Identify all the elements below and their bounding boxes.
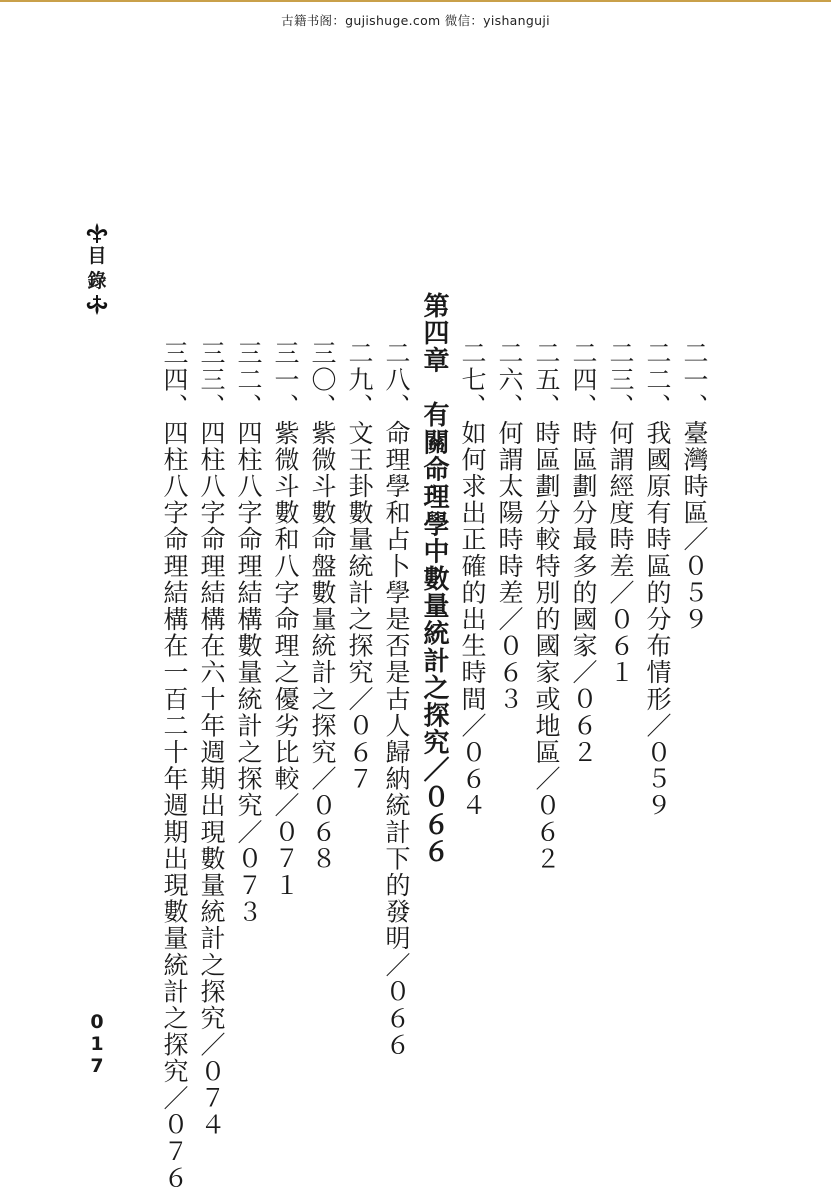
page-number [86,1011,108,1077]
toc-entry-24: 二四、時區劃分最多的國家／０６２ [569,340,598,766]
toc-entry-30: 三〇、紫微斗數命盤數量統計之探究／０６８ [308,340,337,872]
running-head-char-1: 目 [87,245,107,267]
top-border-rule [0,0,831,2]
running-head [84,222,110,316]
toc-entry-22: 二二、我國原有時區的分布情形／０５９ [643,340,672,819]
toc-entry-29: 二九、文王卦數量統計之探究／０６７ [345,340,374,793]
toc-entry-25: 二五、時區劃分較特別的國家或地區／０６２ [532,340,561,872]
watermark-text: 古籍书阁：gujishuge.com 微信：yishanguji [281,13,550,28]
toc-entry-26: 二六、何謂太陽時時差／０６３ [495,340,524,713]
page-number-digit-2: 1 [90,1033,104,1055]
toc-entry-32: 三二、四柱八字命理結構數量統計之探究／０７３ [234,340,263,926]
chapter-heading: 第四章 有關命理學中數量統計之探究／０６６ [419,292,449,866]
toc-entry-33: 三三、四柱八字命理結構在六十年週期出現數量統計之探究／０７４ [197,340,226,1138]
toc-entry-34: 三四、四柱八字命理結構在一百二十年週期出現數量統計之探究／０７６ [160,340,189,1191]
page-number-digit-1: 0 [90,1011,104,1033]
toc-entry-31: 三一、紫微斗數和八字命理之優劣比較／０７１ [271,340,300,899]
toc-entry-28: 二八、命理學和占卜學是否是古人歸納統計下的發明／０６６ [382,340,411,1059]
toc-entry-27: 二七、如何求出正確的出生時間／０６４ [458,340,487,819]
running-head-char-2: 錄 [87,270,107,292]
fleur-ornament-icon [85,222,109,244]
toc-entry-21: 二一、臺灣時區／０５９ [680,340,709,633]
fleur-ornament-inverted-icon [85,294,109,316]
page-number-digit-3: 7 [90,1055,104,1077]
toc-entry-23: 二三、何謂經度時差／０６１ [606,340,635,686]
